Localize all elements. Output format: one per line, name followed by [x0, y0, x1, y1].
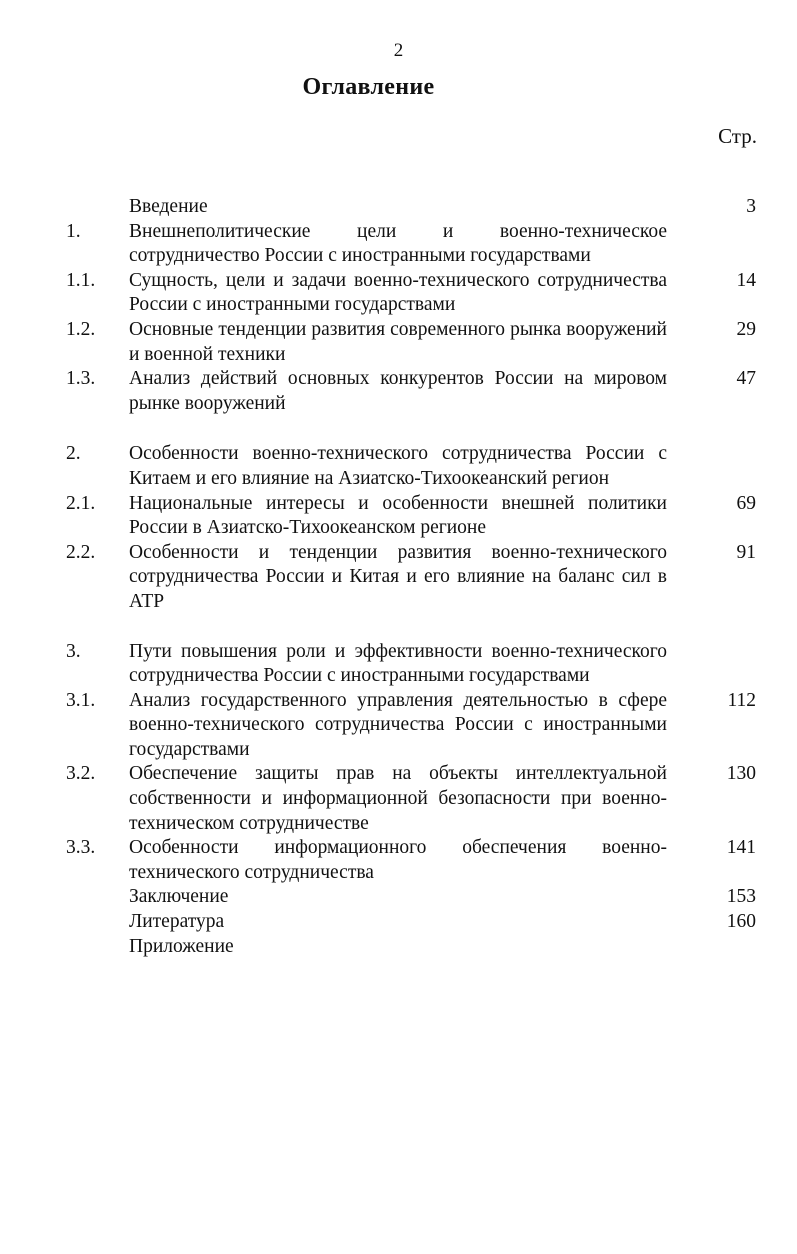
toc-entry-page: 29	[736, 318, 756, 340]
toc-entry-number: 3.1.	[66, 689, 96, 711]
toc-entry-title: Литература	[129, 911, 225, 933]
toc-entry-title: Сущность, цели и задачи военно-технического сотрудничества России с иностранными государствами	[129, 269, 667, 316]
toc-entry-number: 2.2.	[66, 541, 96, 563]
toc-entry-title: Особенности информационного обеспечения военно-технического сотрудничества	[129, 837, 667, 883]
toc-entry-3-3[interactable]	[66, 836, 756, 885]
toc-entry-1-2[interactable]	[66, 318, 756, 367]
page-column-label: Стр.	[718, 124, 757, 148]
toc-entry-title: Анализ действий основных конкурентов России на мировом рынке вооружений	[129, 368, 667, 414]
toc-entry-2-2[interactable]	[66, 541, 756, 615]
toc-entry-page: 47	[736, 368, 756, 390]
table-of-contents	[66, 195, 756, 959]
toc-entry-literature[interactable]	[66, 910, 756, 935]
toc-entry-page: 3	[746, 196, 756, 217]
toc-entry-title: Введение	[129, 196, 208, 217]
toc-entry-title: Обеспечение защиты прав на объекты интеллектуальной собственности и информационной безопасности при военно-техническом сотрудничестве	[129, 763, 667, 834]
toc-entry-page: 14	[736, 269, 756, 291]
toc-entry-1[interactable]	[66, 220, 756, 269]
toc-entry-1-1[interactable]	[66, 269, 756, 318]
toc-entry-page: 141	[726, 837, 756, 859]
toc-entry-title: Основные тенденции развития современного рынка вооружений и военной техники	[129, 318, 667, 365]
toc-entry-title: Заключение	[129, 886, 229, 908]
toc-entry-number: 1.3.	[66, 368, 96, 390]
toc-entry-3[interactable]	[66, 640, 756, 689]
toc-entry-title: Национальные интересы и особенности внешней политики России в Азиатско-Тихоокеанском регионе	[129, 492, 667, 539]
toc-entry-3-1[interactable]	[66, 689, 756, 763]
toc-entry-number: 3.	[66, 640, 81, 662]
toc-entry-number: 3.3.	[66, 837, 96, 859]
toc-entry-number: 1.	[66, 220, 81, 242]
toc-entry-page: 91	[736, 541, 756, 563]
toc-entry-title: Особенности и тенденции развития военно-технического сотрудничества России и Китая и его влияние на баланс сил в АТР	[129, 541, 667, 612]
toc-entry-number: 2.1.	[66, 492, 96, 514]
toc-entry-title: Особенности военно-технического сотрудничества России с Китаем и его влияние на Азиатско-Тихоокеанский регион	[129, 443, 667, 489]
toc-entry-title: Приложение	[129, 935, 234, 957]
toc-entry-page: 69	[736, 492, 756, 514]
toc-entry-1-3[interactable]	[66, 367, 756, 416]
toc-entry-title: Внешнеполитические цели и военно-техническое сотрудничество России с иностранными государствами	[129, 220, 667, 267]
toc-entry-conclusion[interactable]	[66, 885, 756, 910]
toc-entry-number: 1.2.	[66, 318, 96, 340]
toc-entry-number: 3.2.	[66, 763, 96, 785]
toc-entry-number: 1.1.	[66, 269, 96, 291]
toc-entry-number: 2.	[66, 443, 81, 465]
toc-entry-page: 153	[726, 886, 756, 908]
page-number: 2	[393, 40, 404, 61]
toc-entry-2[interactable]	[66, 442, 756, 491]
toc-entry-page: 112	[727, 689, 756, 711]
toc-entry-introduction[interactable]	[66, 195, 756, 220]
toc-entry-2-1[interactable]	[66, 492, 756, 541]
page-title: Оглавление	[302, 74, 435, 100]
toc-entry-page: 130	[726, 763, 756, 785]
toc-entry-appendix[interactable]	[66, 935, 756, 960]
toc-entry-3-2[interactable]	[66, 762, 756, 836]
toc-entry-title: Анализ государственного управления деятельностью в сфере военно-технического сотрудничества России с иностранными государствами	[129, 689, 667, 760]
toc-entry-page: 160	[726, 911, 756, 933]
toc-entry-title: Пути повышения роли и эффективности военно-технического сотрудничества России с иностранными государствами	[129, 640, 667, 687]
